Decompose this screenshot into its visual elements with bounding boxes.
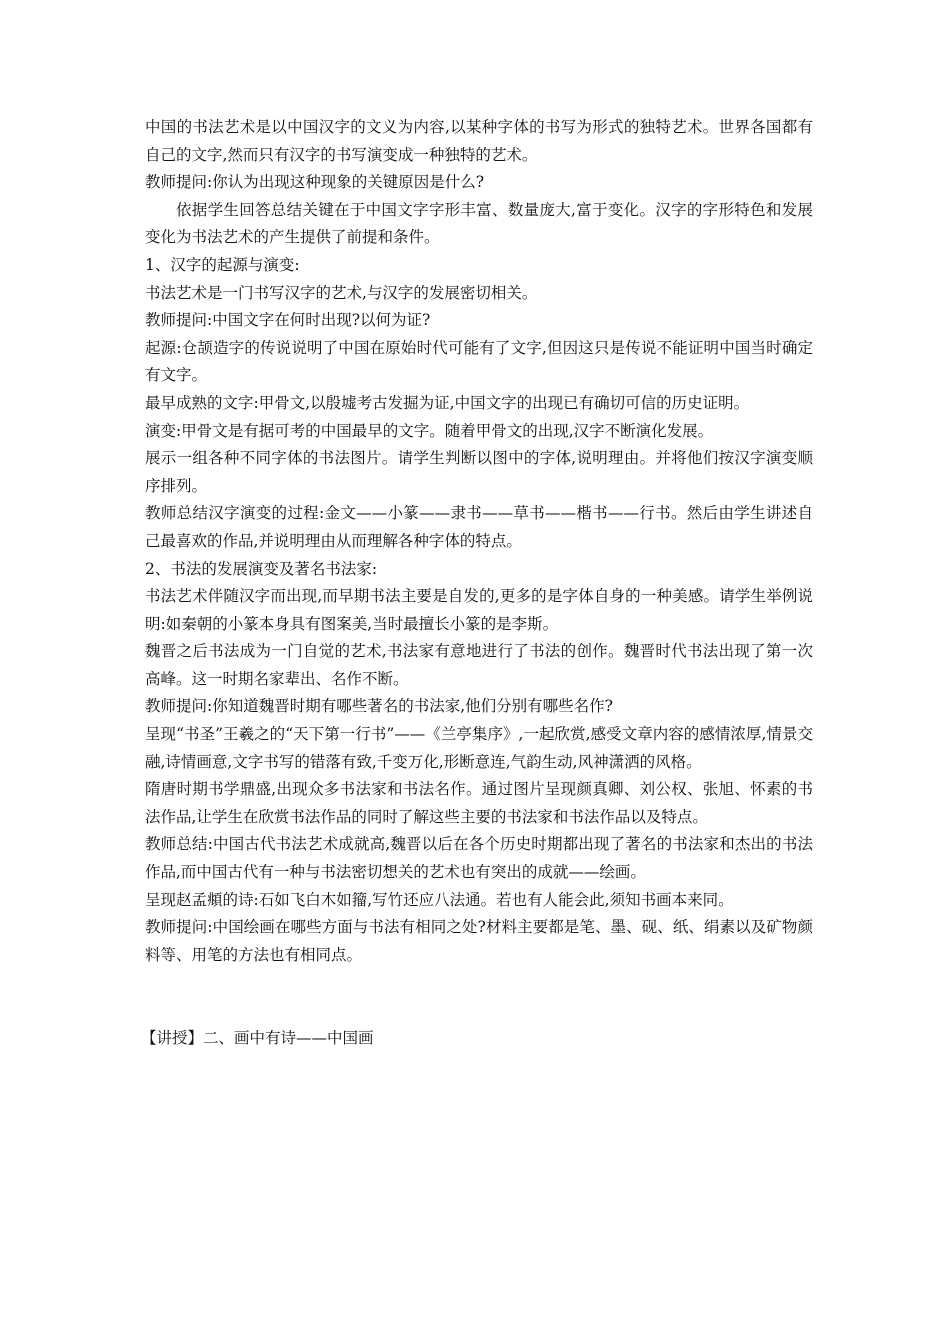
blank-line: [145, 969, 813, 997]
document-page: [141, 114, 813, 1052]
paragraph: 教师提问:你知道魏晋时期有哪些著名的书法家,他们分别有哪些名作?: [145, 697, 613, 716]
paragraph: 教师提问:中国文字在何时出现?以何为证?: [145, 311, 431, 330]
paragraph: 呈现赵孟頫的诗:石如飞白木如籀,写竹还应八法通。若也有人能会此,须知书画本来同。: [145, 890, 734, 909]
paragraph: 中国的书法艺术是以中国汉字的文义为内容,以某种字体的书写为形式的独特艺术。世界各国都有自己的文字,然而只有汉字的书写演变成一种独特的艺术。: [145, 118, 813, 164]
paragraph: 依据学生回答总结关键在于中国文字字形丰富、数量庞大,富于变化。汉字的字形特色和发展变化为书法艺术的产生提供了前提和条件。: [145, 200, 813, 247]
paragraph: 展示一组各种不同字体的书法图片。请学生判断以图中的字体,说明理由。并将他们按汉字演变顺序排列。: [145, 449, 813, 495]
paragraph: 最早成熟的文字:甲骨文,以殷墟考古发掘为证,中国文字的出现已有确切可信的历史证明。: [145, 393, 750, 412]
paragraph: 隋唐时期书学鼎盛,出现众多书法家和书法名作。通过图片呈现颜真卿、刘公权、张旭、怀素的书法作品,让学生在欣赏书法作品的同时了解这些主要的书法家和书法作品以及特点。: [145, 780, 813, 826]
paragraph: 教师提问:中国绘画在哪些方面与书法有相同之处?材料主要都是笔、墨、砚、纸、绢素以及矿物颜料等、用笔的方法也有相同点。: [145, 918, 813, 964]
section-heading: 2、书法的发展演变及著名书法家:: [145, 559, 378, 578]
paragraph: 教师总结汉字演变的过程:金文——小篆——隶书——草书——楷书——行书。然后由学生讲述自己最喜欢的作品,并说明理由从而理解各种字体的特点。: [145, 504, 813, 550]
paragraph: 呈现“书圣”王羲之的“天下第一行书”——《兰亭集序》,一起欣赏,感受文章内容的感情浓厚,情景交融,诗情画意,文字书写的错落有致,千变万化,形断意连,气韵生动,风神潇洒的风格。: [145, 725, 813, 771]
paragraph: 书法艺术伴随汉字而出现,而早期书法主要是自发的,更多的是字体自身的一种美感。请学生举例说明:如秦朝的小篆本身具有图案美,当时最擅长小篆的是李斯。: [145, 587, 813, 633]
paragraph: 魏晋之后书法成为一门自觉的艺术,书法家有意地进行了书法的创作。魏晋时代书法出现了第一次高峰。这一时期名家辈出、名作不断。: [145, 642, 813, 688]
paragraph: 演变:甲骨文是有据可考的中国最早的文字。随着甲骨文的出现,汉字不断演化发展。: [145, 421, 714, 440]
lesson-heading: 【讲授】二、画中有诗——中国画: [141, 1028, 374, 1047]
paragraph-list: [145, 114, 813, 969]
paragraph: 书法艺术是一门书写汉字的艺术,与汉字的发展密切相关。: [145, 283, 538, 302]
paragraph: 教师提问:你认为出现这种现象的关键原因是什么?: [145, 173, 485, 192]
section-heading: 1、汉字的起源与演变:: [145, 255, 300, 274]
paragraph: 教师总结:中国古代书法艺术成就高,魏晋以后在各个历史时期都出现了著名的书法家和杰出的书法作品,而中国古代有一种与书法密切想关的艺术也有突出的成就——绘画。: [145, 835, 813, 882]
blank-line: [145, 997, 813, 1025]
paragraph: 起源:仓颉造字的传说说明了中国在原始时代可能有了文字,但因这只是传说不能证明中国当时确定有文字。: [145, 338, 813, 385]
